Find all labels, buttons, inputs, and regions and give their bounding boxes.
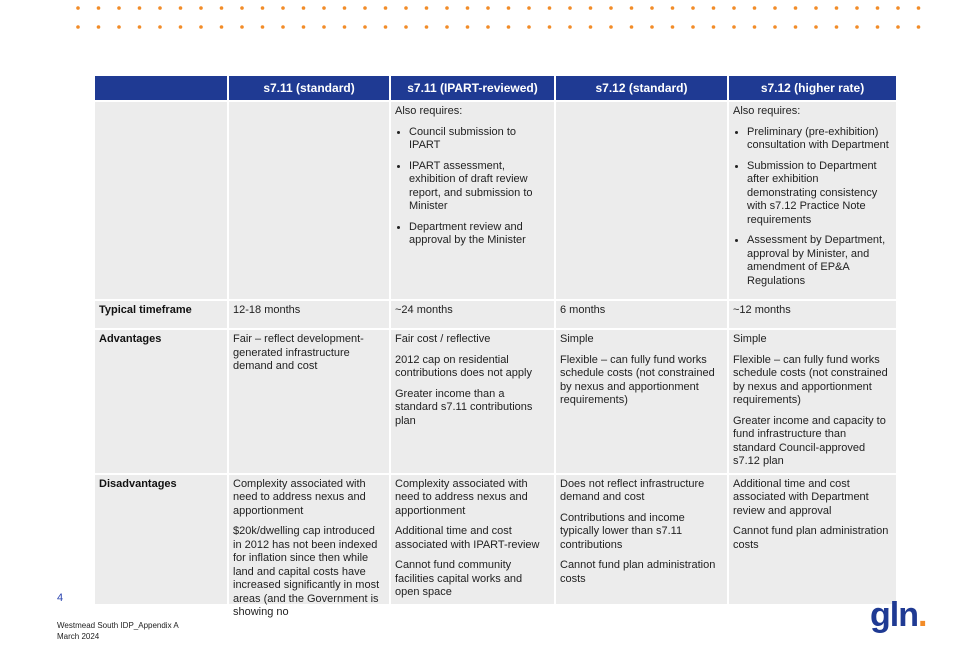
- decorative-dot: [855, 6, 859, 10]
- header-s711-ipart: s7.11 (IPART-reviewed): [391, 76, 554, 100]
- decorative-dot: [138, 6, 142, 10]
- decorative-dot: [896, 6, 900, 10]
- decorative-dot: [384, 25, 388, 29]
- decorative-dot: [794, 25, 798, 29]
- cell-paragraph: Does not reflect infrastructure demand and cost: [560, 477, 705, 503]
- cell-paragraph: Simple: [733, 333, 767, 345]
- decorative-dot: [691, 6, 695, 10]
- decorative-dot: [814, 25, 818, 29]
- decorative-dot: [158, 6, 162, 10]
- cell-paragraph: Contributions and income typically lower than s7.11 contributions: [560, 511, 685, 551]
- decorative-dot: [76, 25, 80, 29]
- decorative-dot: [794, 6, 798, 10]
- table-cell: [556, 475, 727, 604]
- table-cell: [729, 475, 896, 604]
- decorative-dot: [343, 25, 347, 29]
- decorative-dot: [773, 25, 777, 29]
- cell-paragraph: Simple: [560, 333, 594, 345]
- decorative-dot: [630, 6, 634, 10]
- row-label-timeframe: Typical timeframe: [95, 301, 227, 328]
- cell-paragraph: Additional time and cost associated with Department review and approval: [733, 477, 869, 517]
- decorative-dot: [363, 25, 367, 29]
- decorative-dot: [876, 25, 880, 29]
- decorative-dot: [876, 6, 880, 10]
- decorative-dot: [261, 6, 265, 10]
- advantages-row: [95, 330, 896, 473]
- decorative-dot: [548, 6, 552, 10]
- decorative-dot: [425, 25, 429, 29]
- decorative-dot: [302, 25, 306, 29]
- decorative-dot: [404, 25, 408, 29]
- decorative-dot: [343, 6, 347, 10]
- decorative-dot: [568, 6, 572, 10]
- list-item: • Council submission to IPART: [409, 126, 549, 153]
- row-label-disadvantages: Disadvantages: [95, 475, 227, 604]
- decorative-dot: [712, 25, 716, 29]
- table-cell: ~12 months: [729, 301, 896, 328]
- decorative-dot: [199, 25, 203, 29]
- decorative-dot: [486, 6, 490, 10]
- header-s711-standard: s7.11 (standard): [229, 76, 389, 100]
- decorative-dot: [896, 25, 900, 29]
- decorative-dot: [691, 25, 695, 29]
- cell-content: [233, 477, 384, 618]
- decorative-dot: [835, 25, 839, 29]
- decorative-dot: [609, 25, 613, 29]
- decorative-dot: [179, 6, 183, 10]
- decorative-dot: [138, 25, 142, 29]
- header-s712-higher: s7.12 (higher rate): [729, 76, 896, 100]
- decorative-dot: [732, 25, 736, 29]
- decorative-dot: [404, 6, 408, 10]
- cell-paragraph: Cannot fund community facilities capital works and open space: [395, 559, 523, 598]
- decorative-dot: [671, 6, 675, 10]
- cell-paragraph: Complexity associated with need to address nexus and apportionment: [395, 477, 528, 517]
- decorative-dot: [466, 25, 470, 29]
- doc-title: Westmead South IDP_Appendix A: [57, 621, 179, 630]
- decorative-dot: [855, 25, 859, 29]
- decorative-dot: [445, 6, 449, 10]
- decorative-dot: [281, 6, 285, 10]
- cell-paragraph: Greater income and capacity to fund infrastructure than standard Council-approved s7.12 plan: [733, 414, 886, 467]
- page-number: 4: [57, 592, 64, 604]
- row-label-advantages: Advantages: [95, 330, 227, 473]
- decorative-dot: [322, 6, 326, 10]
- cell-paragraph: Complexity associated with need to address nexus and apportionment: [233, 477, 366, 517]
- requirements-list: [733, 126, 891, 289]
- decorative-dot: [486, 25, 490, 29]
- cell-higher-requirements: [729, 102, 896, 299]
- decorative-dot: [507, 25, 511, 29]
- decorative-dot: [117, 25, 121, 29]
- table-cell: 12-18 months: [229, 301, 389, 328]
- cell-paragraph: Fair cost / reflective: [395, 333, 491, 345]
- decorative-dot: [835, 6, 839, 10]
- footer: [57, 620, 179, 642]
- decorative-dot-pattern: [0, 0, 956, 40]
- decorative-dot: [240, 6, 244, 10]
- decorative-dot: [363, 6, 367, 10]
- decorative-dot: [76, 6, 80, 10]
- timeframe-row: [95, 301, 896, 328]
- header-s712-standard: s7.12 (standard): [556, 76, 727, 100]
- decorative-dot: [609, 6, 613, 10]
- logo-text: gln: [870, 596, 918, 634]
- list-item: • Preliminary (pre-exhibition) consultation with Department: [747, 126, 891, 153]
- decorative-dot: [220, 25, 224, 29]
- decorative-dot: [671, 25, 675, 29]
- cell-ipart-requirements: [391, 102, 554, 299]
- gln-logo: [870, 596, 926, 635]
- decorative-dot: [220, 6, 224, 10]
- decorative-dot: [425, 6, 429, 10]
- list-item: • Department review and approval by the Minister: [409, 221, 549, 248]
- table-cell: [556, 330, 727, 473]
- decorative-dot: [117, 6, 121, 10]
- decorative-dot: [158, 25, 162, 29]
- table-cell: [391, 475, 554, 604]
- doc-date: March 2024: [57, 632, 100, 641]
- requirements-intro: Also requires:: [395, 105, 463, 117]
- requirements-row: [95, 102, 896, 299]
- table-cell: ~24 months: [391, 301, 554, 328]
- cell-paragraph: Flexible – can fully fund works schedule costs (not constrained by nexus and apportionment requirements): [733, 353, 888, 406]
- logo-dot: .: [917, 596, 927, 634]
- decorative-dot: [527, 6, 531, 10]
- table-cell: [729, 330, 896, 473]
- table-cell: [391, 330, 554, 473]
- cell-paragraph: Additional time and cost associated with IPART-review: [395, 525, 540, 551]
- decorative-dot: [97, 25, 101, 29]
- decorative-dot: [712, 6, 716, 10]
- decorative-dot: [281, 25, 285, 29]
- decorative-dot: [630, 25, 634, 29]
- cell-empty: [229, 102, 389, 299]
- decorative-dot: [466, 6, 470, 10]
- decorative-dot: [753, 25, 757, 29]
- cell-paragraph: Flexible – can fully fund works schedule costs (not constrained by nexus and apportionment requirements): [560, 353, 715, 406]
- decorative-dot: [773, 6, 777, 10]
- cell-empty: [556, 102, 727, 299]
- decorative-dot: [240, 25, 244, 29]
- decorative-dot: [384, 6, 388, 10]
- table-cell: 6 months: [556, 301, 727, 328]
- decorative-dot: [548, 25, 552, 29]
- disadvantages-row: [95, 475, 896, 604]
- decorative-dot: [753, 6, 757, 10]
- comparison-table: [93, 74, 898, 618]
- decorative-dot: [302, 6, 306, 10]
- header-blank: [95, 76, 227, 100]
- requirements-intro: Also requires:: [733, 105, 801, 117]
- decorative-dot: [917, 6, 921, 10]
- decorative-dot: [589, 25, 593, 29]
- decorative-dot: [507, 6, 511, 10]
- decorative-dot: [97, 6, 101, 10]
- cell-paragraph: Cannot fund plan administration costs: [560, 559, 716, 585]
- decorative-dot: [814, 6, 818, 10]
- list-item: • Submission to Department after exhibition demonstrating consistency with s7.12 Practice Note requirements: [747, 160, 891, 228]
- cell-paragraph: Cannot fund plan administration costs: [733, 525, 889, 551]
- cell-empty: [95, 102, 227, 299]
- requirements-list: [395, 126, 549, 248]
- decorative-dot: [179, 25, 183, 29]
- table-cell: [229, 330, 389, 473]
- table-cell: [229, 475, 389, 618]
- decorative-dot: [650, 6, 654, 10]
- list-item: • Assessment by Department, approval by Minister, and amendment of EP&A Regulations: [747, 234, 891, 288]
- decorative-dot: [917, 25, 921, 29]
- decorative-dot: [732, 6, 736, 10]
- decorative-dot: [261, 25, 265, 29]
- decorative-dot: [568, 25, 572, 29]
- decorative-dot: [322, 25, 326, 29]
- decorative-dot: [199, 6, 203, 10]
- cell-paragraph: Greater income than a standard s7.11 contributions plan: [395, 387, 533, 427]
- cell-paragraph: $20k/dwelling cap introduced in 2012 has not been indexed for inflation since then while land and capital costs have increased significantly in most areas (and the Government is showing no: [233, 525, 380, 618]
- cell-paragraph: 2012 cap on residential contributions does not apply: [395, 353, 532, 379]
- decorative-dot: [650, 25, 654, 29]
- header-row: [95, 76, 896, 100]
- decorative-dot: [527, 25, 531, 29]
- decorative-dot: [589, 6, 593, 10]
- list-item: • IPART assessment, exhibition of draft review report, and submission to Minister: [409, 160, 549, 214]
- decorative-dot: [445, 25, 449, 29]
- cell-paragraph: Fair – reflect development-generated infrastructure demand and cost: [233, 333, 364, 372]
